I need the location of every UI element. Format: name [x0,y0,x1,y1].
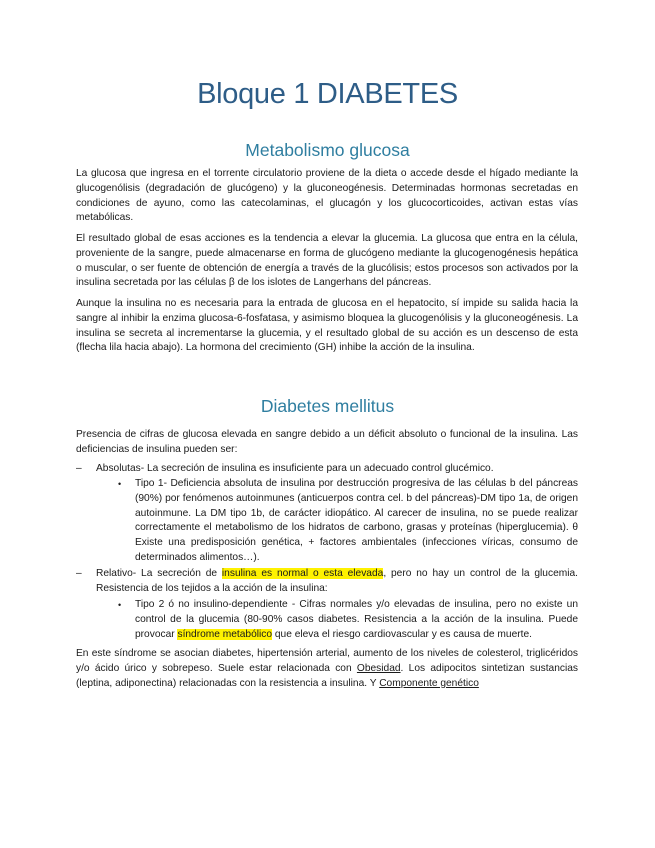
underline-componente-genetico: Componente genético [379,677,479,689]
page-title: Bloque 1 DIABETES [197,78,458,110]
highlight-sindrome-metabolico: síndrome metabólico [177,628,273,640]
heading-metabolismo: Metabolismo glucosa [245,140,410,160]
paragraph-metabolismo-2: El resultado global de esas acciones es la tendencia a elevar la glucemia. La glucosa que entra en la célula, proveniente de la sangre, puede almacenarse en forma de glucógeno mediante la glucogenogénesis hepática o muscular, o ser fuente de obtención de energía a través de la glucólisis; estos procesos son activados por la insulina secretada por las células β de los islotes de Langerhans del páncreas. [76,233,578,289]
highlight-insulina-normal: insulina es normal o esta elevada [221,568,384,579]
tipo2-pre: Tipo 2 ó no insulino-dependiente - Cifras normales y/o elevadas de insulina, pero no existe un control de la glucemia (80-90% casos diabetes. Resistencia a la acción de la insulina. Puede provocar [135,599,578,640]
list-item-tipo2 [118,598,578,642]
dash-marker: – [76,463,82,474]
sindrome-mid: . Los adipocitos sintetizan sustancias (leptina, adiponectina) relacionadas con la resistencia a insulina. Y [76,662,578,689]
paragraph-metabolismo-1: La glucosa que ingresa en el torrente circulatorio proviene de la dieta o accede desde el hígado mediante la glucogenólisis (degradación de glucógeno) y la gluconeogénesis. Determinadas hormonas secretadas en condiciones de ayuno, como las catecolaminas, el glucagón y los glucocorticoides, activan estas vías metabólicas. [76,168,578,224]
tipo2-text [135,598,578,642]
bullet-marker: • [118,600,122,610]
relativo-text [96,567,578,597]
paragraph-sindrome [76,647,578,691]
relativo-pre: Relativo- La secreción de [96,568,222,579]
list-item-absolutas [76,462,578,477]
underline-obesidad: Obesidad [356,662,401,674]
relativo-post: , pero no hay un control de la glucemia. Resistencia de los tejidos a la acción de la insulina: [96,568,578,594]
paragraph-metabolismo-3: Aunque la insulina no es necesaria para la entrada de glucosa en el hepatocito, sí impide su salida hacia la sangre al inhibir la enzima glucosa-6-fosfatasa, y asimismo bloquea la glucogenólisis y la gluconeogénesis. La insulina se secreta al incrementarse la glucemia, y el resultado global de su acción es un descenso de esta (flecha lila hacia abajo). La hormona del crecimiento (GH) inhibe la acción de la insulina. [76,298,578,354]
heading-diabetes: Diabetes mellitus [260,396,395,416]
bullet-marker: • [118,479,122,489]
paragraph-diabetes-intro: Presencia de cifras de glucosa elevada en sangre debido a un déficit absoluto o funcional de la insulina. Las deficiencias de insulina pueden ser: [76,429,578,455]
list-item-relativo [76,567,578,597]
tipo2-post: que eleva el riesgo cardiovascular y es causa de muerte. [272,628,532,640]
dash-marker: – [76,568,82,579]
sindrome-pre: En este síndrome se asocian diabetes, hipertensión arterial, aumento de los niveles de colesterol, triglicéridos y/o ácido úrico y sobrepeso. Suele estar relacionada con [76,648,578,674]
tipo1-text: Tipo 1- Deficiencia absoluta de insulina por destrucción progresiva de las células b del páncreas (90%) por fenómenos autoinmunes (anticuerpos contra cel. b del páncreas)-DM tipo 1a, de origen autoinmune. La DM tipo 1b, de carácter idiopático. Al carecer de insulina, no se puede realizar correctamente el metabolismo de los hidratos de carbono, grasas y proteínas (hiperglucemia). θ Existe una predisposición genética, + factores ambientales (infecciones víricas, consumo de determinados alimentos…). [135,478,578,563]
list-item-tipo1 [118,477,578,566]
absolutas-text: Absolutas- La secreción de insulina es insuficiente para un adecuado control glucémico. [96,463,494,474]
